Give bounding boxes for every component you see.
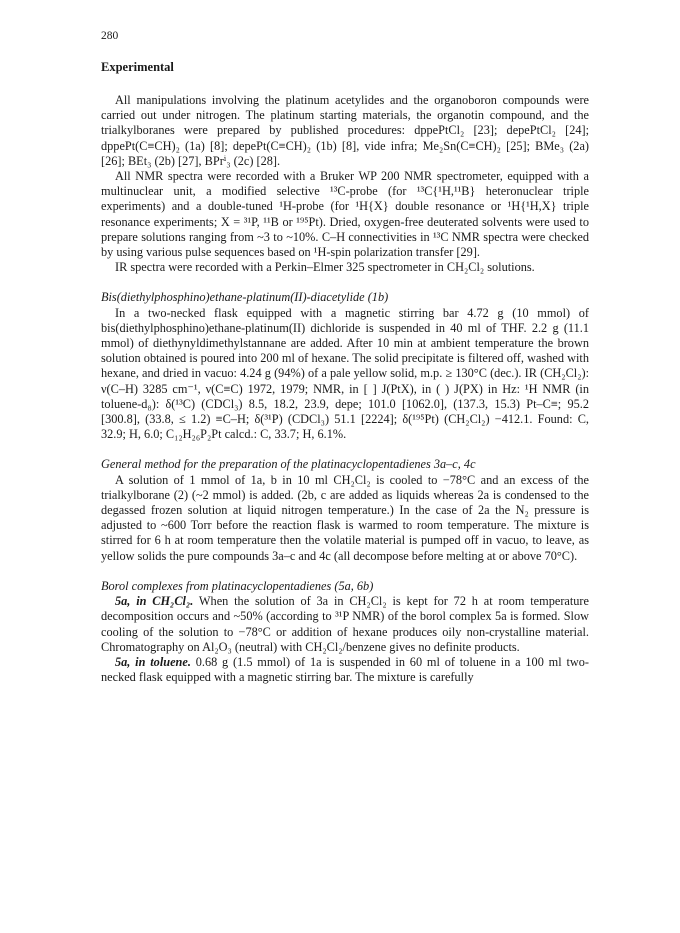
lead-5a-ch2cl2: 5a, in CH₂Cl₂. <box>115 594 194 609</box>
paragraph-ir: IR spectra were recorded with a Perkin–Elmer 325 spectrometer in CH₂Cl₂ solutions. <box>115 260 535 275</box>
subheading-general-method: General method for the preparation of the platinacyclopentadienes 3a–c, 4c <box>101 457 476 472</box>
lead-5a-toluene: 5a, in toluene. <box>115 654 191 669</box>
journal-page <box>101 30 589 685</box>
text-5a-ch2cl2: When the solution of 3a in CH₂Cl₂ is kept for 72 h at room temperature decomposition occurs and ~50% (according to ³¹P NMR) of the borol complex 5a is formed. Slow cooling of the solution to −78°C or addition of hexane produces oily non-crystalline material. Chromatography on Al₂O₃ (neutral) with CH₂Cl₂/benzene gives no definite products. <box>101 594 589 654</box>
paragraph-general-method: A solution of 1 mmol of 1a, b in 10 ml CH₂Cl₂ is cooled to −78°C and an excess of the trialkylborane (2) (~2 mmol) is added. (2b, c are added as liquids whereas 2a is condensed to the degassed frozen solution at liquid nitrogen temperature.) In the case of 2a the N₂ pressure is adjusted to ~600 Torr before the reaction flask is warmed to room temperature. The mixture is stirred for 6 h at room temperature then the volatile material is pumped off in vacuo, to leave, as yellow solids the pure compounds 3a–c and 4c (all decompose before melting at or above 70°C). <box>101 472 589 563</box>
section-heading: Experimental <box>101 60 174 74</box>
subheading-borol-complexes: Borol complexes from platinacyclopentadienes (5a, 6b) <box>101 578 374 593</box>
paragraph-nmr: All NMR spectra were recorded with a Bruker WP 200 NMR spectrometer, equipped with a multinuclear unit, a modified selective ¹³C-probe (for ¹³C{¹H,¹¹B} heteronuclear triple experiments) and a double-tuned ¹H-probe (for ¹H{X} double resonance or ¹H{¹H,X} triple resonance experiments; X = ³¹P, ¹¹B or ¹⁹⁵Pt). Dried, oxygen-free deuterated solvents were used to prepare solutions ranging from ~3 to ~10%. C–H connectivities in ¹³C NMR spectra were checked by using various pulse sequences based on ¹H-spin polarization transfer [29]. <box>101 169 589 260</box>
subheading-1b: Bis(diethylphosphino)ethane-platinum(II)-diacetylide (1b) <box>101 290 389 305</box>
paragraph-5a-ch2cl2 <box>101 594 589 655</box>
text-5a-toluene: 0.68 g (1.5 mmol) of 1a is suspended in 60 ml of toluene in a 100 ml two-necked flask equipped with a magnetic stirring bar. The mixture is carefully <box>101 654 589 685</box>
paragraph-1b-procedure: In a two-necked flask equipped with a magnetic stirring bar 4.72 g (10 mmol) of bis(diethylphosphino)ethane-platinum(II) dichloride is suspended in 40 ml of THF. 2.2 g (11.1 mmol) of diethynyldimethylstannane are added. After 10 min at ambient temperature the brown solution obtained is poured into 200 ml of hexane. The solid precipitate is filtered off, washed with hexane, and dried in vacuo: 4.24 g (94%) of a pale yellow solid, m.p. ≥ 130°C (dec.). IR (CH₂Cl₂): ν(C–H) 3285 cm⁻¹, ν(C≡C) 1972, 1979; NMR, in [ ] J(PtX), in ( ) J(PX) in Hz: ¹H NMR (in toluene-d₈): δ(¹³C) (CDCl₃) 8.5, 18.2, 23.9, depe; 101.0 [1062.0], (137.3, 15.3) Pt–C≡; 95.2 [300.8], (33.8, ≤ 1.2) ≡C–H; δ(³¹P) (CDCl₃) 51.1 [2224]; δ(¹⁹⁵Pt) (CH₂Cl₂) −412.1. Found: C, 32.9; H, 6.0; C₁₂H₂₆P₂Pt calcd.: C, 33.7; H, 6.1%. <box>101 305 589 442</box>
paragraph-5a-toluene <box>101 655 589 685</box>
page-number: 280 <box>101 30 119 42</box>
paragraph-materials: All manipulations involving the platinum acetylides and the organoboron compounds were carried out under nitrogen. The platinum starting materials, the organotin compound, and the trialkylboranes were prepared by published procedures: dppePtCl₂ [23]; depePtCl₂ [24]; dppePt(C≡CH)₂ (1a) [8]; depePt(C≡CH)₂ (1b) [8], vide infra; Me₂Sn(C≡CH)₂ [25]; BMe₃ (2a) [26]; BEt₃ (2b) [27], BPrⁱ₃ (2c) [28]. <box>101 93 589 168</box>
